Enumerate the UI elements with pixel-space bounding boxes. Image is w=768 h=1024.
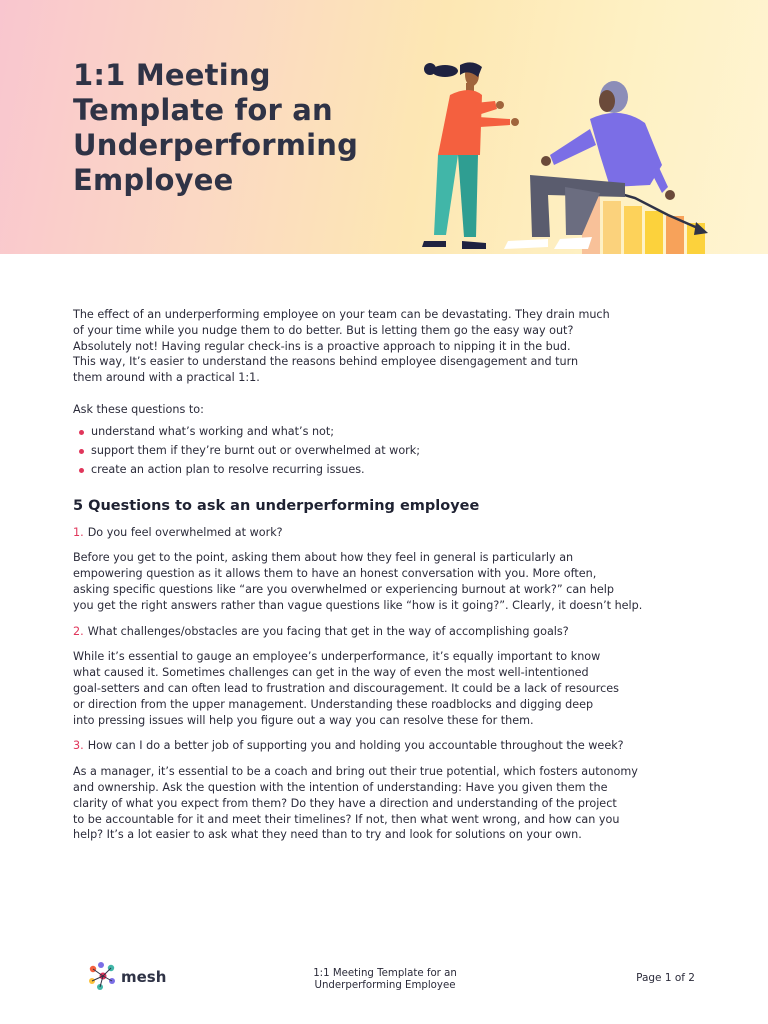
- standing-person-illustration: [422, 62, 519, 249]
- footer-line: 1:1 Meeting Template for an: [313, 968, 457, 979]
- list-item: [73, 443, 698, 462]
- title-line: Employee: [73, 163, 234, 197]
- list-item: [73, 424, 698, 443]
- question-1: [73, 525, 698, 541]
- question-number: 1.: [73, 525, 84, 539]
- text-line: help? It’s a lot easier to ask what they need than to try and look for solutions on your own.: [73, 828, 582, 842]
- text-line: them around with a practical 1:1.: [73, 371, 260, 385]
- question-2: [73, 624, 698, 640]
- text-line: empowering question as it allows them to have an honest conversation with you. More often,: [73, 567, 597, 581]
- text-line: As a manager, it’s essential to be a coach and bring out their true potential, which fosters autonomy: [73, 765, 638, 779]
- text-line: to be accountable for it and meet their timelines? If not, then what went wrong, and how can you: [73, 812, 620, 826]
- ask-label: Ask these questions to:: [73, 402, 204, 416]
- text-line: This way, It’s easier to understand the reasons behind employee disengagement and turn: [73, 355, 579, 369]
- text-line: what caused it. Sometimes challenges can get in the way of even the most well-intentioned: [73, 666, 589, 680]
- text-line: or direction from the upper management. Understanding these roadblocks and digging deep: [73, 697, 594, 711]
- title-line: Underperforming: [73, 128, 359, 162]
- title-line: 1:1 Meeting: [73, 58, 271, 92]
- list-item-text: support them if they’re burnt out or overwhelmed at work;: [91, 443, 421, 457]
- bullet-dot-icon: [79, 430, 84, 435]
- footer-document-title: [270, 968, 500, 991]
- page-footer: [0, 955, 768, 1005]
- text-line: asking specific questions like “are you overwhelmed or experiencing burnout at work?” can help: [73, 582, 615, 596]
- intro-paragraph: [73, 307, 698, 386]
- text-line: While it’s essential to gauge an employee’s underperformance, it’s equally important to know: [73, 650, 601, 664]
- text-line: clarity of what you expect from them? Do they have a direction and understanding of the project: [73, 796, 617, 810]
- meeting-illustration: [400, 55, 745, 254]
- mesh-logo: [87, 961, 177, 991]
- question-number: 2.: [73, 624, 84, 638]
- text-line: The effect of an underperforming employee on your team can be devastating. They drain much: [73, 308, 610, 321]
- question-number: 3.: [73, 739, 84, 753]
- bullet-dot-icon: [79, 468, 84, 473]
- page-number: Page 1 of 2: [636, 972, 695, 984]
- list-item-text: create an action plan to resolve recurring issues.: [91, 462, 365, 476]
- text-line: Before you get to the point, asking them about how they feel in general is particularly an: [73, 551, 574, 565]
- page-title: [73, 58, 433, 198]
- list-item-text: understand what’s working and what’s not;: [91, 424, 335, 438]
- document-body: [73, 307, 698, 853]
- text-line: Absolutely not! Having regular check-ins is a proactive approach to nipping it in the bud.: [73, 339, 571, 353]
- list-item: [73, 462, 698, 481]
- hero-banner: [0, 0, 768, 254]
- bullet-dot-icon: [79, 449, 84, 454]
- title-line: Template for an: [73, 93, 333, 127]
- logo-wordmark: mesh: [121, 968, 167, 986]
- footer-line: Underperforming Employee: [314, 979, 456, 991]
- mesh-logo-icon: [87, 961, 119, 991]
- question-3: [73, 738, 698, 754]
- section-heading: 5 Questions to ask an underperforming employee: [73, 497, 480, 514]
- question-text: Do you feel overwhelmed at work?: [87, 525, 283, 539]
- text-line: and ownership. Ask the question with the intention of understanding: Have you given them the: [73, 780, 608, 794]
- text-line: you get the right answers rather than vague questions like “how is it going?”. Clearly, it doesn’t help.: [73, 598, 643, 612]
- question-text: What challenges/obstacles are you facing that get in the way of accomplishing goals?: [87, 624, 569, 638]
- text-line: goal-setters and can often lead to frustration and discouragement. It could be a lack of resources: [73, 681, 619, 695]
- answer-3: [73, 764, 698, 843]
- answer-2: [73, 649, 698, 728]
- purpose-list: [73, 424, 698, 481]
- text-line: of your time while you nudge them to do better. But is letting them go the easy way out?: [73, 323, 574, 337]
- question-text: How can I do a better job of supporting you and holding you accountable throughout the week?: [87, 739, 624, 753]
- text-line: into pressing issues will help you figure out a way you can resolve these for them.: [73, 713, 534, 727]
- answer-1: [73, 550, 698, 613]
